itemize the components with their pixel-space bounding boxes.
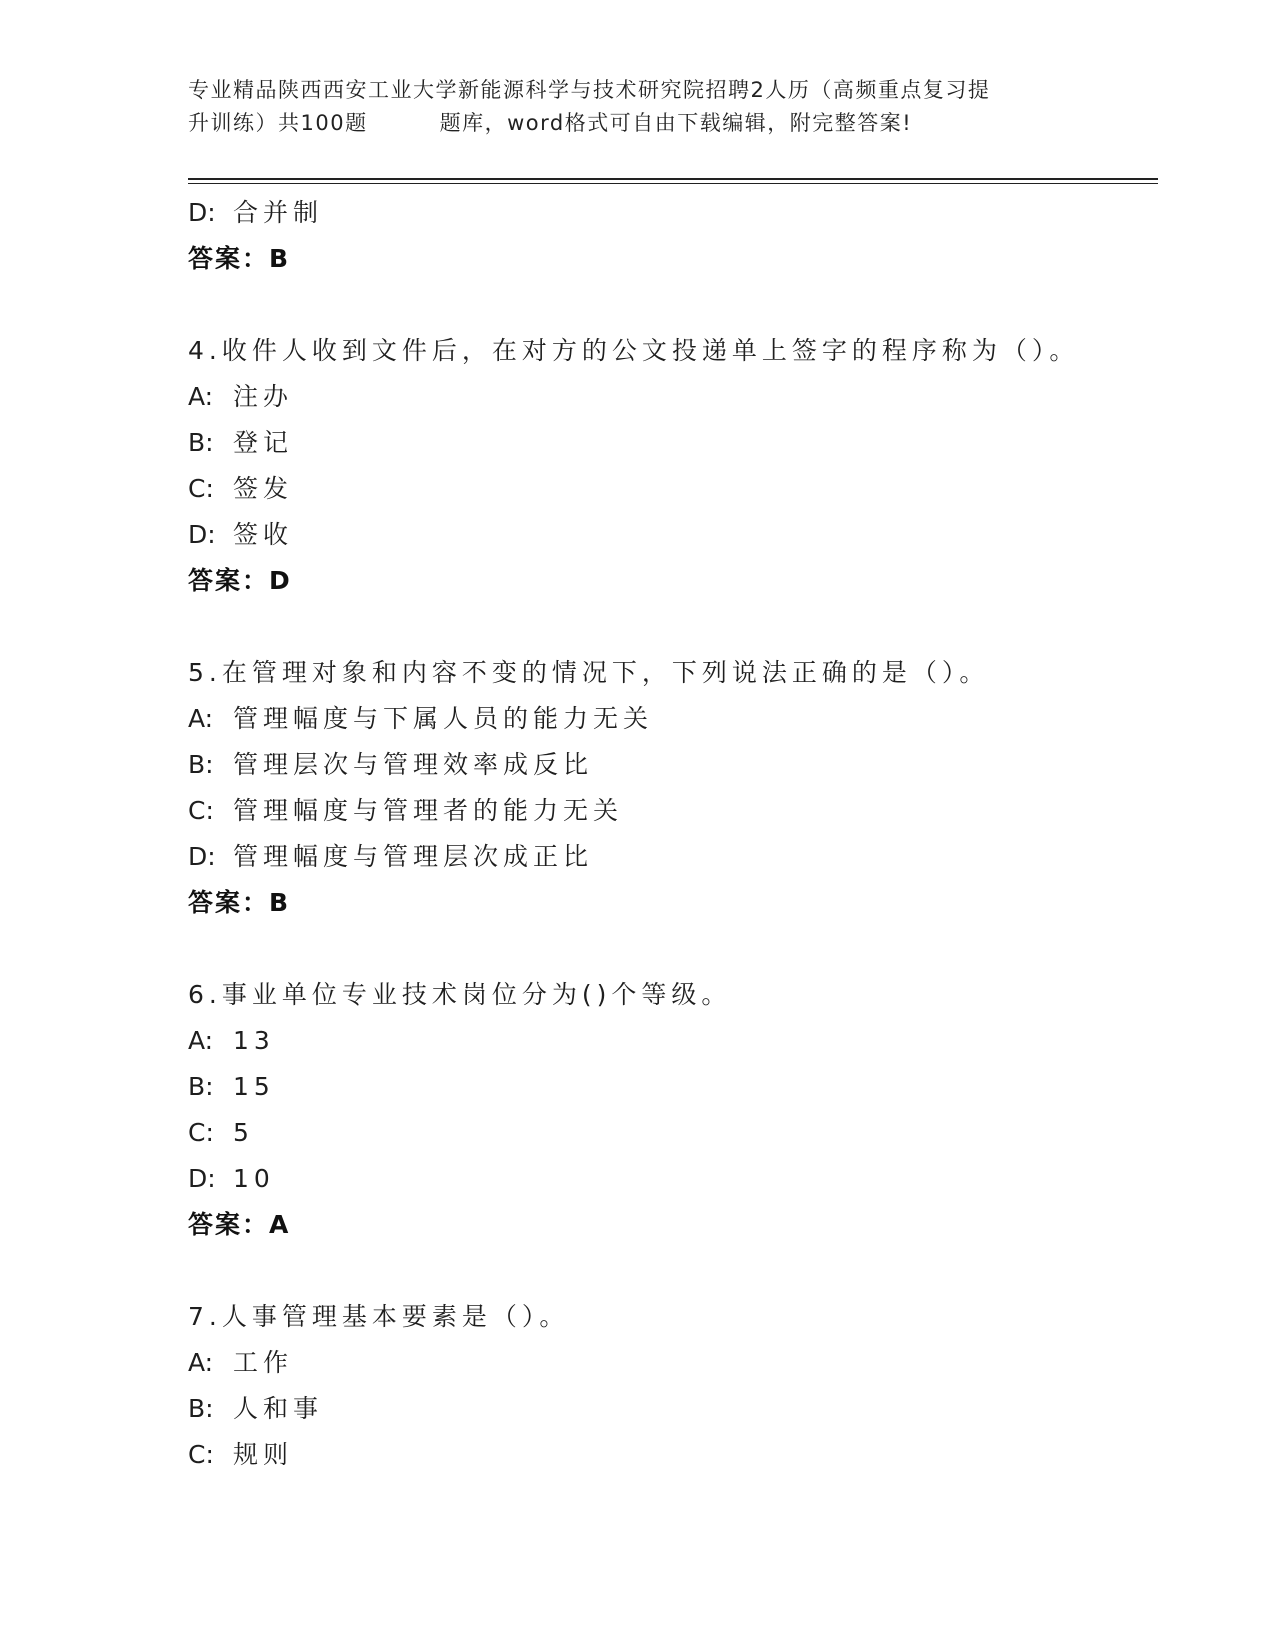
question-6 <box>188 972 1148 1248</box>
option-b <box>188 742 1148 788</box>
answer-line: 答案：A <box>188 1210 291 1239</box>
option-text: 15 <box>233 1072 275 1101</box>
option-text: 管理幅度与管理者的能力无关 <box>233 796 624 825</box>
option-text: 13 <box>233 1026 275 1055</box>
option-b <box>188 420 1148 466</box>
option-text: 签收 <box>233 520 294 549</box>
option-d <box>188 512 1148 558</box>
option-a <box>188 374 1148 420</box>
header-rule-thick <box>188 178 1158 180</box>
option-text: 工作 <box>233 1348 294 1377</box>
option-text: 注办 <box>233 382 294 411</box>
option-text: 签发 <box>233 474 294 503</box>
option-a <box>188 1340 1148 1386</box>
header-title-line-1: 专业精品陕西西安工业大学新能源科学与技术研究院招聘2人历（高频重点复习提 <box>188 78 991 102</box>
question-4 <box>188 328 1148 604</box>
option-letter: B: <box>188 750 214 779</box>
option-d <box>188 1156 1148 1202</box>
option-text: 合并制 <box>233 198 324 227</box>
header-title-line-2-left: 升训练）共100题 <box>188 111 368 135</box>
option-c <box>188 466 1148 512</box>
header-rule-thin <box>188 183 1158 184</box>
option-letter: A: <box>188 382 214 411</box>
option-letter: A: <box>188 704 214 733</box>
header-title-line-2-right: 题库，word格式可自由下载编辑，附完整答案! <box>439 111 913 135</box>
option-text: 管理幅度与下属人员的能力无关 <box>233 704 654 733</box>
option-letter: C: <box>188 1118 214 1147</box>
option-a <box>188 696 1148 742</box>
option-text: 10 <box>233 1164 275 1193</box>
answer-line: 答案：B <box>188 888 291 917</box>
question-stem: 5.在管理对象和内容不变的情况下，下列说法正确的是（）。 <box>188 658 990 687</box>
question-stem: 4.收件人收到文件后，在对方的公文投递单上签字的程序称为（）。 <box>188 336 1080 365</box>
option-letter: C: <box>188 474 214 503</box>
option-text: 5 <box>233 1118 254 1147</box>
option-text: 人和事 <box>233 1394 324 1423</box>
question-3-continuation <box>188 190 1148 282</box>
option-letter: A: <box>188 1348 214 1377</box>
question-7 <box>188 1294 1148 1478</box>
option-c <box>188 1432 1148 1478</box>
option-a <box>188 1018 1148 1064</box>
answer-line: 答案：B <box>188 244 291 273</box>
option-letter: C: <box>188 1440 214 1469</box>
question-stem: 7.人事管理基本要素是（）。 <box>188 1302 570 1331</box>
option-letter: A: <box>188 1026 214 1055</box>
option-letter: D: <box>188 198 216 227</box>
question-5 <box>188 650 1148 926</box>
option-text: 规则 <box>233 1440 294 1469</box>
question-content <box>188 190 1148 1478</box>
option-text: 管理层次与管理效率成反比 <box>233 750 594 779</box>
option-letter: C: <box>188 796 214 825</box>
option-letter: B: <box>188 1072 214 1101</box>
document-header <box>188 74 1088 140</box>
option-b <box>188 1064 1148 1110</box>
option-letter: B: <box>188 1394 214 1423</box>
answer-line: 答案：D <box>188 566 292 595</box>
option-text: 登记 <box>233 428 294 457</box>
option-c <box>188 1110 1148 1156</box>
option-c <box>188 788 1148 834</box>
option-letter: D: <box>188 842 216 871</box>
option-d <box>188 190 1148 236</box>
option-d <box>188 834 1148 880</box>
option-letter: D: <box>188 1164 216 1193</box>
header-title-line-2 <box>188 107 1088 140</box>
option-text: 管理幅度与管理层次成正比 <box>233 842 594 871</box>
question-stem: 6.事业单位专业技术岗位分为()个等级。 <box>188 980 732 1009</box>
option-b <box>188 1386 1148 1432</box>
option-letter: B: <box>188 428 214 457</box>
option-letter: D: <box>188 520 216 549</box>
